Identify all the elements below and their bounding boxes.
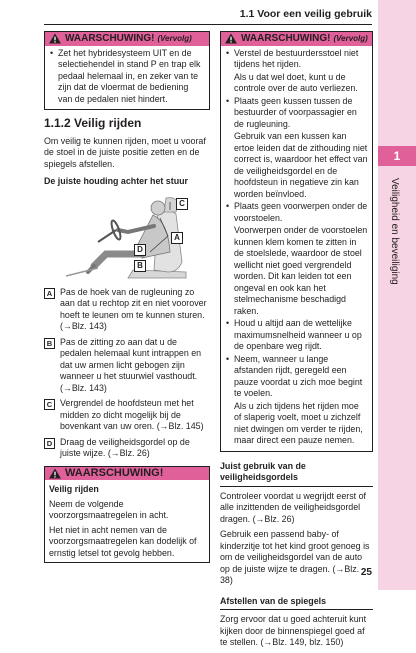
list-item bbox=[44, 337, 210, 395]
paragraph: Zorg ervoor dat u goed achteruit kunt kijken door de binnenspiegel goed af te stellen. (→Blz. 149, blz. 150) bbox=[220, 614, 367, 647]
item-letter: B bbox=[44, 338, 55, 349]
warning-title: WAARSCHUWING! bbox=[65, 466, 164, 479]
header-title: 1.1 Voor een veilig gebruik bbox=[239, 8, 372, 20]
subsection-title: De juiste houding achter het stuur bbox=[44, 176, 188, 186]
section-rule bbox=[220, 486, 373, 487]
chapter-number: 1 bbox=[378, 146, 416, 166]
list-item bbox=[44, 398, 210, 433]
item-text: Draag de veiligheidsgordel op de juiste wijze. (→Blz. 26) bbox=[60, 436, 190, 458]
warning-paragraph: Als u zich tijdens het rijden moe of slaperig voelt, moet u zichzelf niet dwingen om verder te rijden, maar direct een pauze nemen. bbox=[234, 400, 363, 445]
warning-paragraph: Het niet in acht nemen van de voorzorgsmaatregelen kan dodelijk of ernstig letsel tot gevolg hebben. bbox=[49, 524, 197, 558]
section-intro: Om veilig te kunnen rijden, moet u vooraf de stoel in de juiste positie zetten en de spiegels afstellen. bbox=[44, 135, 206, 169]
driving-posture-illustration bbox=[58, 192, 196, 284]
warning-title: WAARSCHUWING! bbox=[241, 33, 331, 44]
warning-triangle-icon bbox=[48, 468, 62, 479]
page-number: 25 bbox=[360, 567, 372, 578]
warning-subtitle: (Vervolg) bbox=[333, 34, 368, 43]
warning-box-continued bbox=[220, 31, 373, 452]
paragraph: Controleer voordat u wegrijdt eerst of alle inzittenden de veiligheidsgordel dragen. (→Blz. 26) bbox=[220, 490, 367, 524]
item-letter: C bbox=[44, 399, 55, 410]
warning-bullet: • Zet het hybridesysteem UIT en de selectiehendel in stand P en trap elk pedaal helemaal in, en zeker van te zijn dat de vloermat de bediening van de pedalen niet hindert. bbox=[49, 48, 205, 106]
figure-label-a: A bbox=[171, 232, 183, 244]
warning-paragraph: Voorwerpen onder de voorstoelen kunnen klem komen te zitten in de stoelslede, waardoor de stoel wellicht niet goed vergrendeld worden. Dit kan leiden tot een ongeval en ook kan het stelmechanisme beschadigd raken. bbox=[234, 225, 368, 316]
warning-box-continued bbox=[44, 31, 210, 110]
warning-bullet: • Plaats geen kussen tussen de bestuurder of voorpassagier en de rugleuning. bbox=[225, 96, 368, 131]
list-item bbox=[44, 437, 210, 460]
figure-label-c: C bbox=[176, 198, 188, 210]
section-heading-seatbelts: Juist gebruik van de veiligheidsgordels bbox=[220, 460, 306, 482]
warning-header bbox=[45, 467, 209, 481]
warning-box-safe-driving bbox=[44, 466, 210, 564]
list-item bbox=[44, 287, 210, 333]
section-rule bbox=[220, 609, 373, 610]
warning-triangle-icon bbox=[48, 33, 62, 44]
warning-header bbox=[45, 32, 209, 46]
header-rule bbox=[44, 24, 372, 25]
warning-body bbox=[45, 46, 209, 110]
warning-title: WAARSCHUWING! bbox=[65, 33, 155, 44]
warning-heading: Veilig rijden bbox=[49, 484, 99, 494]
warning-paragraph: Gebruik van een kussen kan ertoe leiden dat de zithouding niet correct is, waardoor het effect van de veiligheidsgordel en de hoofdsteun in negatieve zin kan worden beïnvloed. bbox=[234, 131, 368, 199]
right-column bbox=[220, 31, 373, 653]
section-title: 1.1.2 Veilig rijden bbox=[44, 116, 142, 130]
warning-bullet: • Plaats geen voorwerpen onder de voorstoelen. bbox=[225, 201, 368, 224]
warning-bullet: • Neem, wanneer u lange afstanden rijdt, geregeld een pauze voordat u zich moe begint te voelen. bbox=[225, 354, 368, 400]
warning-subtitle: (Vervolg) bbox=[157, 34, 192, 43]
paragraph: Gebruik een passend baby- of kinderzitje tot het kind groot genoeg is om de veiligheidsgordel van de auto op de juiste wijze te dragen. (→Blz. 38) bbox=[220, 529, 370, 585]
warning-bullet: • Verstel de bestuurdersstoel niet tijdens het rijden. bbox=[225, 48, 368, 71]
warning-body bbox=[221, 46, 372, 451]
item-letter: A bbox=[44, 288, 55, 299]
figure-label-d: D bbox=[134, 244, 146, 256]
item-text: Pas de zitting zo aan dat u de pedalen helemaal kunt intrappen en dat uw armen licht gebogen zijn wanneer u het stuurwiel vasthoudt. (→Blz. 143) bbox=[60, 336, 202, 393]
warning-paragraph: Neem de volgende voorzorgsmaatregelen in acht. bbox=[49, 498, 169, 520]
chapter-label: Veiligheid en beveiliging bbox=[389, 178, 400, 285]
figure-label-b: B bbox=[134, 260, 146, 272]
item-text: Vergrendel de hoofdsteun met het midden zo dicht mogelijk bij de bovenkant van uw oren. (→Blz. 145) bbox=[60, 398, 204, 431]
section-heading-mirrors: Afstellen van de spiegels bbox=[220, 595, 327, 606]
warning-paragraph: Als u dat wel doet, kunt u de controle over de auto verliezen. bbox=[234, 71, 358, 93]
item-letter: D bbox=[44, 438, 55, 449]
warning-triangle-icon bbox=[224, 33, 238, 44]
warning-body bbox=[45, 480, 209, 562]
item-text: Pas de hoek van de rugleuning zo aan dat u rechtop zit en niet voorover hoeft te leunen om te kunnen sturen. (→Blz. 143) bbox=[60, 286, 207, 331]
chapter-side-tab bbox=[378, 0, 416, 590]
warning-bullet: • Houd u altijd aan de wettelijke maximumsnelheid wanneer u op de openbare weg rijdt. bbox=[225, 318, 368, 353]
warning-header bbox=[221, 32, 372, 46]
left-column bbox=[44, 31, 210, 563]
